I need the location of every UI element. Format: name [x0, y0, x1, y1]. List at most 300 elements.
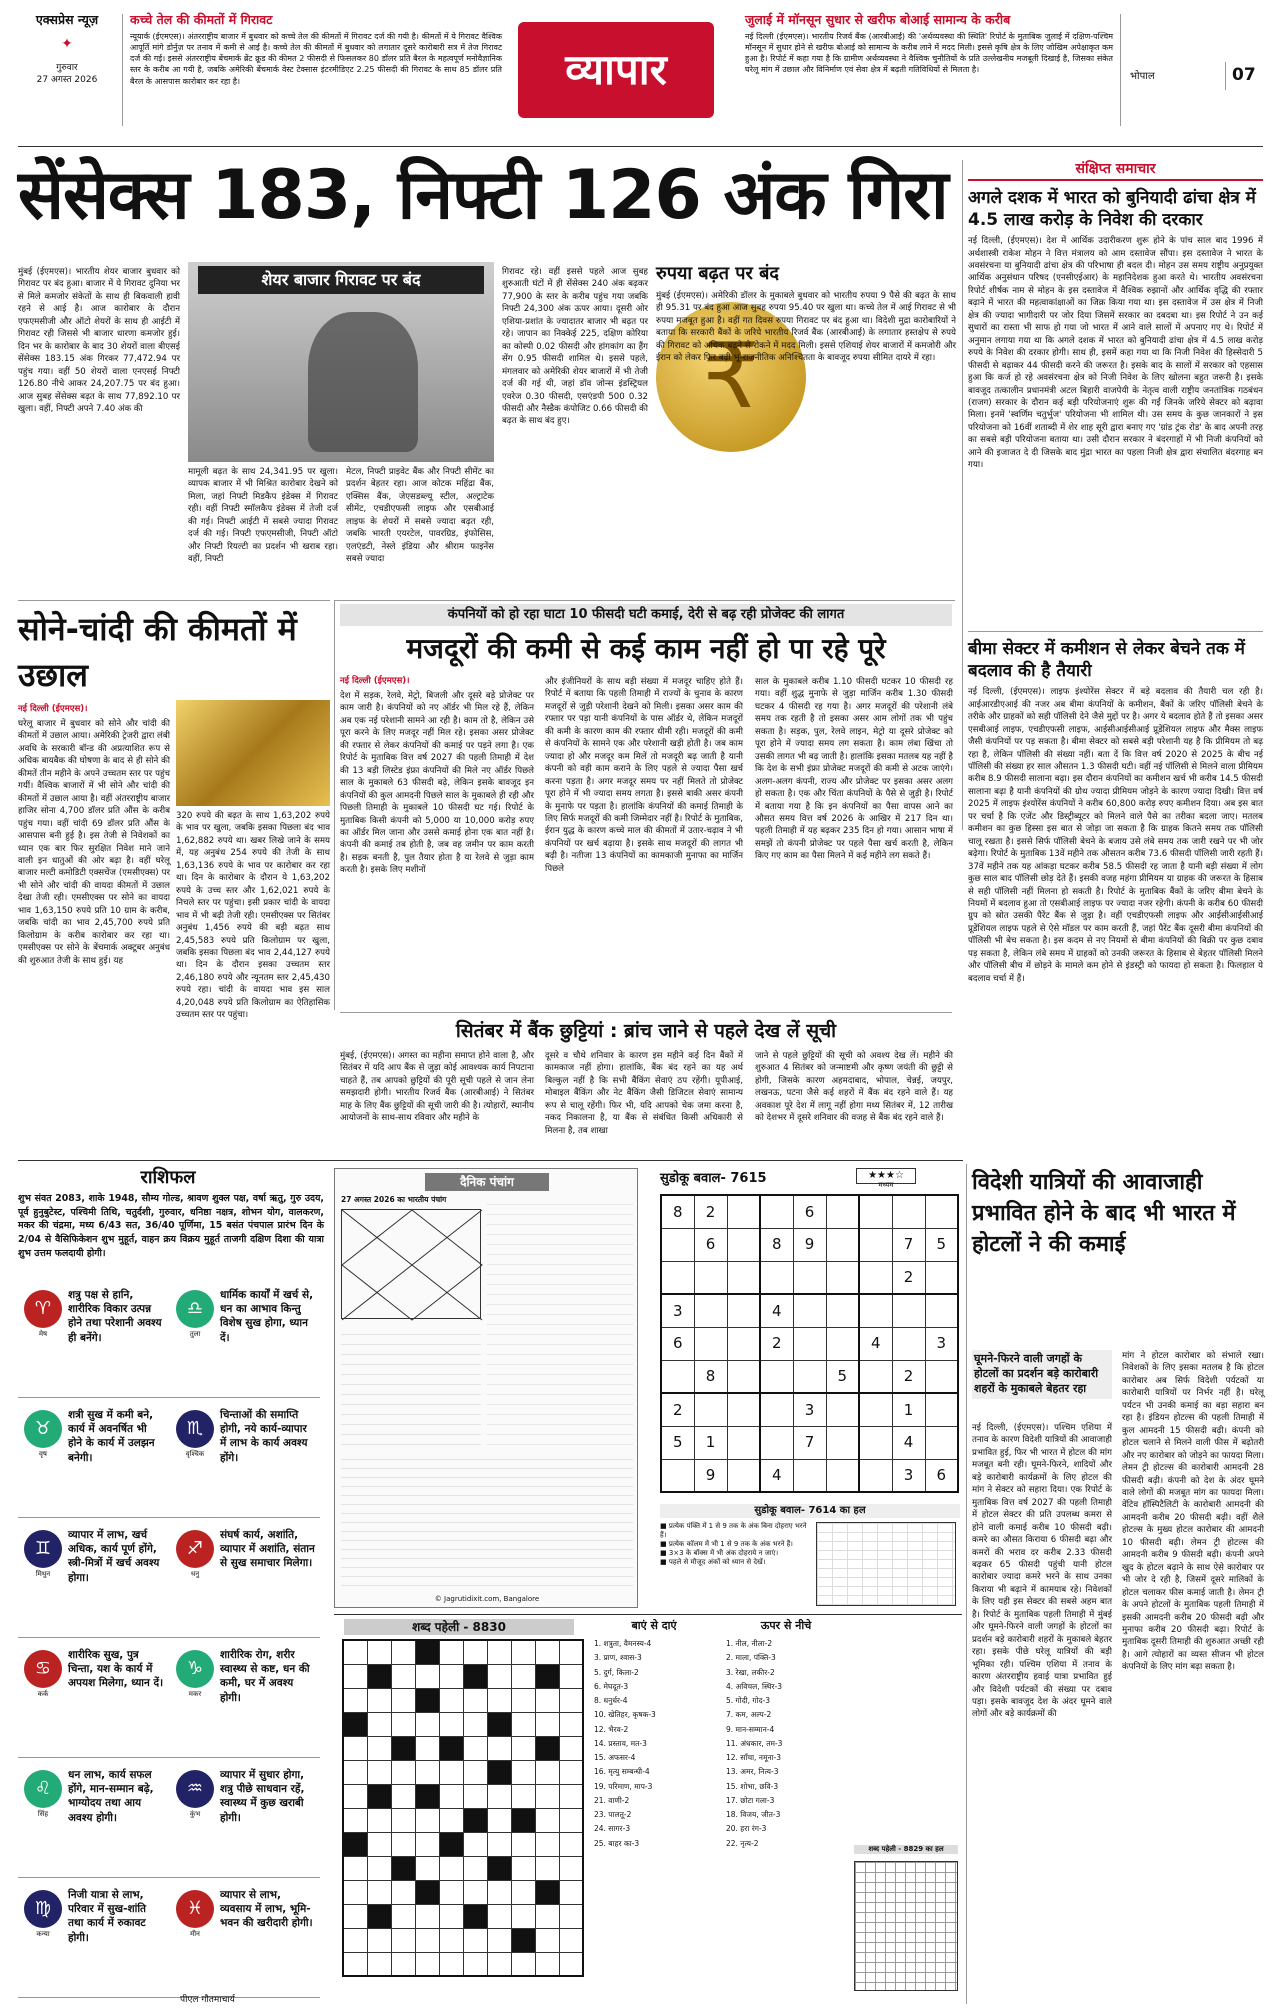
- page-number: 07: [1232, 65, 1256, 85]
- crossword-cell: [391, 1928, 415, 1952]
- crossword-cell: [559, 1856, 583, 1880]
- sudoku-cell: [859, 1228, 892, 1261]
- sudoku-cell: [859, 1426, 892, 1459]
- crossword-cell: [535, 1952, 559, 1976]
- brand-block: [18, 12, 116, 122]
- story1-body: नई दिल्ली, (ईएमएस)। देश में आर्थिक उदारीकरण शुरू होने के पांच साल बाद 1996 में अर्थशास्त्री राकेश मोहन ने वित्त मंत्रालय को आम दस्तावेज सौंपा। इस दस्तावेज ने भारत के अवसंरचना या बुनियादी ढांचा क्षेत्र की परिभाषा ही बदल दी। मोहन उस समय राष्ट्रीय अनुप्रयुक्त आर्थिक अनुसंधान परिषद (एनसीएईआर) के महानिदेशक हुआ करते थे। भारतीय अवसंरचना रिपोर्ट शीर्षक नाम से मोहन के इस दस्तावेज में वैश्विक रुझानों और आर्थिक वृद्धि की रफ्तार बढ़ाने में भारत की महत्वाकांक्षाओं का जिक्र किया गया था। इस दस्तावेज में उस क्षेत्र में निजी क्षेत्र की ज्यादा भागीदारी पर जोर दिया जिसमें सरकार का दबदबा था। इस रिपोर्ट ने उन कई सुधारों का रास्ता भी साफ हो गया जो भारत में आने वाले सालों में अपनाए गए थे। रिपोर्ट में अनुमान लगाया गया था कि अगले दशक में भारत को बुनियादी ढांचा क्षेत्र में 4.5 लाख करोड़ रुपये के निवेश की दरकार होगी। साथ ही, इसमें कहा गया था कि निजी निवेश की हिस्सेदारी 5 फीसदी से बढ़ाकर 44 फीसदी करने की जरूरत है। इसके बाद के सालों में सरकार को एहसास हुआ कि कर्ज हो रहे अवसंरचना क्षेत्र को निजी निवेश के लिए खोलना बहुत जरूरी है। इसके बावजूद तत्कालीन प्रधानमंत्री अटल बिहारी वाजपेयी के नेतृत्व वाली राष्ट्रीय जनतांत्रिक गठबंधन (राजग) सरकार के दौरान कई बड़ी परियोजनाएं शुरू की गईं जिनके जरिये सेक्टर को बढ़ावा मिला। इनमें 'स्वर्णिम चतुर्भुज' परियोजना भी शामिल थी। उस समय के कुछ जानकारों ने इस परियोजना को 16वीं शताब्दी में शेर शाह सूरी द्वारा बनाए गए 'ग्रांड ट्रंक रोड' के बाद अपनी तरह का सबसे बड़ी परियोजना बताया था। उसी दौरान सरकार ने बंदरगाहों में भी निजी कंपनियों को आने की इजाजत दे दी जिसके बाद मुंद्रा भारत का पहला निजी क्षेत्र द्वारा संचालित बंदरगाह बन गया।: [968, 236, 1263, 471]
- masthead: [0, 0, 1279, 148]
- crossword-cell: [439, 1808, 463, 1832]
- crossword-cell: [511, 1904, 535, 1928]
- section-logo: [518, 22, 714, 118]
- sudoku-cell: 3: [892, 1459, 925, 1492]
- crossword-cell: [511, 1856, 535, 1880]
- crossword-cell: [391, 1832, 415, 1856]
- crossword-cell: [487, 1808, 511, 1832]
- crossword-cell: [415, 1712, 439, 1736]
- down-title: ऊपर से नीचे: [760, 1619, 812, 1632]
- crossword-cell: [463, 1952, 487, 1976]
- crossword-cell: [343, 1784, 367, 1808]
- crossword-cell: [391, 1880, 415, 1904]
- sudoku-cell: 8: [694, 1360, 727, 1393]
- hotel-headline: विदेशी यात्रियों की आवाजाही प्रभावित होने के बाद भी भारत में होटलों ने की कमाई: [972, 1170, 1236, 1257]
- down-clue: 2. माला, पंक्ति-3: [726, 1653, 776, 1663]
- sudoku-cell: 2: [661, 1393, 694, 1426]
- sudoku-cell: [925, 1294, 958, 1327]
- sudoku-cell: [892, 1294, 925, 1327]
- zodiac-icon: ♎: [176, 1290, 214, 1328]
- crossword-cell: [487, 1952, 511, 1976]
- sudoku-solution-title: सुडोकू बवाल- 7614 का हल: [660, 1504, 960, 1518]
- rashi-text: व्यापार में सुधार होगा, शत्रु पीछे साधवान रहें, स्वास्थ्य में कुछ खराबी होगी।: [220, 1769, 305, 1824]
- crossword-cell: [487, 1856, 511, 1880]
- rashi-cell: [18, 1886, 166, 1996]
- across-clue: 5. दुर्ग, किला-2: [594, 1667, 639, 1677]
- crossword-cell: [367, 1688, 391, 1712]
- crossword-cell: [487, 1880, 511, 1904]
- sudoku-cell: 6: [793, 1195, 826, 1228]
- crossword-cell: [415, 1664, 439, 1688]
- sudoku-stars: ★★★☆: [856, 1168, 916, 1184]
- crossword-cell: [463, 1760, 487, 1784]
- sudoku-cell: 5: [826, 1360, 859, 1393]
- across-clue: 19. परिमाण, माप-3: [594, 1781, 653, 1791]
- crossword-cell: [463, 1856, 487, 1880]
- crossword-cell: [367, 1760, 391, 1784]
- top-right-brief: [745, 12, 1113, 127]
- mid-dateline: नई दिल्ली (ईएमएस)।: [340, 676, 410, 686]
- crossword-cell: [463, 1928, 487, 1952]
- sudoku-cell: [859, 1360, 892, 1393]
- crossword-cell: [463, 1736, 487, 1760]
- rashi-name: सिंह: [37, 1810, 49, 1818]
- rashi-cell: [170, 1766, 318, 1876]
- rashi-text: व्यापार में लाभ, खर्च अधिक, कार्य पूर्ण होंगे, स्त्री-मित्रों में खर्च अवश्य होगा।: [68, 1529, 160, 1584]
- sudoku-cell: [661, 1360, 694, 1393]
- sudoku-cell: 6: [694, 1228, 727, 1261]
- crossword-cell: [559, 1712, 583, 1736]
- crossword-cell: [415, 1736, 439, 1760]
- crossword-cell: [439, 1760, 463, 1784]
- mid-kicker: कंपनियों को हो रहा घाटा 10 फीसदी घटी कमाई, देरी से बढ़ रही प्रोजेक्ट की लागत: [340, 604, 952, 626]
- rashi-cell: [170, 1886, 318, 1996]
- sudoku-cell: [727, 1393, 760, 1426]
- rashi-cell: [18, 1646, 166, 1756]
- sudoku-cell: [925, 1195, 958, 1228]
- crossword-cell: [535, 1880, 559, 1904]
- panchang-panel: [334, 1168, 638, 1608]
- sudoku-cell: [793, 1459, 826, 1492]
- horoscope-chart: [341, 1209, 481, 1319]
- rashi-text: निजी यात्रा से लाभ, परिवार में सुख-शांति तथा कार्य में रुकावट होगी।: [68, 1889, 147, 1944]
- across-clue: 21. वाणी-2: [594, 1795, 630, 1805]
- sudoku-cell: 3: [793, 1393, 826, 1426]
- crossword-cell: [439, 1640, 463, 1664]
- crossword-cell: [535, 1928, 559, 1952]
- lead-photo: [188, 262, 494, 462]
- sudoku-cell: 2: [892, 1360, 925, 1393]
- crossword-cell: [391, 1904, 415, 1928]
- crossword-cell: [367, 1640, 391, 1664]
- crossword-cell: [535, 1904, 559, 1928]
- sudoku-cell: 2: [892, 1261, 925, 1294]
- crossword-cell: [343, 1904, 367, 1928]
- brand-date: 27 अगस्त 2026: [36, 74, 98, 85]
- sudoku-cell: [760, 1426, 793, 1459]
- sudoku-cell: [826, 1228, 859, 1261]
- crossword-cell: [439, 1952, 463, 1976]
- sudoku-solution-grid: [816, 1522, 956, 1606]
- sudoku-cell: [925, 1360, 958, 1393]
- crossword-solution-grid: [854, 1861, 958, 1991]
- bull-silhouette: [308, 312, 418, 452]
- panchang-grid: [341, 1325, 481, 1445]
- rupee-symbol: ₹: [702, 324, 760, 429]
- rashi-cell: [170, 1526, 318, 1636]
- bank-col-3: जाने से पहले छुट्टियों की सूची को अवश्य देख लें। महीने की शुरुआत 4 सितंबर को जन्माष्टमी और कृष्ण जयंती की छुट्टी से होगी, जिसके कारण अहमदाबाद, भोपाल, चेन्नई, जयपुर, लखनऊ, पटना जैसे कई शहरों में बैंक बंद रहने वाले हैं। यह अवकाश पूरे देश में लागू नहीं होगा मध्य सितंबर में, 12 तारीख को देशभर में दूसरे शनिवार की वजह से बैंक बंद रहने वाले हैं।: [755, 1051, 953, 1124]
- sudoku-cell: [925, 1393, 958, 1426]
- crossword-cell: [535, 1856, 559, 1880]
- rashi-row: [18, 1880, 320, 1998]
- sudoku-level: मध्यम: [878, 1181, 894, 1189]
- edition-city: भोपाल: [1130, 71, 1155, 82]
- sudoku-cell: 7: [892, 1228, 925, 1261]
- hotel-story: [972, 1168, 1264, 2004]
- crossword-cell: [439, 1904, 463, 1928]
- rashi-cell: [170, 1286, 318, 1396]
- down-clue: 15. शोभा, छवि-3: [726, 1781, 779, 1791]
- crossword-cell: [559, 1952, 583, 1976]
- sudoku-cell: 8: [661, 1195, 694, 1228]
- sudoku-cell: 5: [661, 1426, 694, 1459]
- crossword-cell: [391, 1952, 415, 1976]
- mid-col-2: और इंजीनियरों के साथ बड़ी संख्या में मजदूर चाहिए होते हैं। रिपोर्ट में बताया कि पहली तिमाही में राज्यों के चुनाव के कारण मजदूरों से जुड़ी परेशानी देखने को मिली। इसका असर काम की रफ्तार पर पड़ा यानी कंपनियों के पास ऑर्डर थे, लेकिन मजदूरों की कमी के कारण काम की रफ्तार धीमी रही। मजदूरों की कमी से कंपनियों के सामने एक और परेशानी खड़ी होती है। जब काम ज्यादा हो और मजदूर कम मिलें तो मजदूरी बढ़ जाती है यानी कंपनी को वही काम कराने के लिए पहले से ज्यादा पैसा खर्च करना पड़ता है। अगर मजदूर समय पर नहीं मिलते तो प्रोजेक्ट पूरा होने में भी ज्यादा समय लगता है। इससे बाकी असर कंपनी के मुनाफे पर पड़ता है। हालांकि कंपनियों की कमाई तिमाही के लिए सिर्फ मजदूरों की कमी जिम्मेदार नहीं है। रिपोर्ट के मुताबिक, ईरान युद्ध के कारण कच्चे माल की कीमतों में उतार-चढ़ाव ने भी कंपनियों पर खर्च बढ़ाया है। इसके साथ मजदूरों की लागत भी बढ़ी है। नतीजा 13 कंपनियों का कामकाजी मुनाफा का मार्जिन पिछले: [545, 677, 743, 874]
- sudoku-cell: [760, 1360, 793, 1393]
- rashi-name: मीन: [190, 1930, 200, 1938]
- rashi-name: मकर: [188, 1690, 202, 1698]
- crossword-cell: [463, 1808, 487, 1832]
- crossword-cell: [559, 1832, 583, 1856]
- across-clue: 25. बाहर का-3: [594, 1838, 640, 1848]
- sudoku-cell: [859, 1294, 892, 1327]
- across-clue: 8. धनुर्धर-4: [594, 1696, 628, 1705]
- crossword-cell: [415, 1688, 439, 1712]
- crossword-cell: [535, 1760, 559, 1784]
- crossword-cell: [559, 1784, 583, 1808]
- rashifal-intro: शुभ संवत 2083, शाके 1948, सौम्य गोल्ड, श्रावण शुक्ल पक्ष, वर्षा ऋतु, गुरु उदय, पूर्व हुनुबुटेस्ट, पश्चिमी तिथि, चतुर्दशी, गुरुवार, धनिष्ठा नक्षत्र, शोभन योग, वालकरण, मकर की चंद्रमा, मध्य 6/43 सत, 36/40 पूर्णिमा, 15 बसंत पंचपाल प्रारंभ दिन के 2/04 से वैसिफिकेशन शुभ मुहूर्त, वाहन क्रय विक्रय मुहूर्त ताजगी दक्षिण दिशा की यात्रा शुभ उत्तम फलदायी होगी।: [18, 1193, 324, 1259]
- zodiac-icon: ♓: [176, 1890, 214, 1928]
- sudoku-cell: 4: [892, 1426, 925, 1459]
- crossword-cell: [487, 1784, 511, 1808]
- sudoku-cell: [694, 1261, 727, 1294]
- across-clue: 24. सागर-3: [594, 1824, 631, 1834]
- sudoku-cell: [694, 1393, 727, 1426]
- down-clue: 20. हरा रंग-3: [726, 1824, 767, 1834]
- crossword-title: शब्द पहेली - 8830: [344, 1619, 574, 1635]
- sudoku-cell: [826, 1327, 859, 1360]
- hotel-col-2: मांग ने होटल कारोबार को संभाले रखा। निवेशकों के लिए इसका मतलब है कि होटल कारोबार अब सिर्फ विदेशी पर्यटकों या कारोबारी यात्रियों पर निर्भर नहीं है। घरेलू पर्यटन भी उनकी कमाई का बड़ा सहारा बन रहा है। इंडियन होटल्स की पहली तिमाही में कुल आमदनी 15 फीसदी बढ़ी। कंपनी को होटल चलाने से मिलने वाली फीस में बढ़ोतरी और नए कारोबार को जोड़ने का फायदा मिला। लेमन ट्री होटल्स की कारोबारी आमदनी 28 फीसदी बढ़ी। कंपनी को देश के अंदर घूमने वाले लोगों की मजबूत मांग का फायदा मिला। वेंटिव हॉस्पिटैलिटी के कारोबारी आमदनी की आमदनी करीब 20 फीसदी बढ़ी। वहीं शैले होटल्स के मुख्य होटल कारोबार की आमदनी 10 फीसदी बढ़ी। लेमन ट्री होटल्स की आमदनी करीब 9 फीसदी बढ़ी। कंपनी अपने खुद के होटल बढ़ाने के साथ ऐसे कारोबार पर भी जोर दे रही है, जिसमें दूसरे मालिकों के होटल चलाकर फीस कमाई जाती है। लेमन ट्री के अपने होटलों के मुताबिक पहली तिमाही में इसकी आमदनी करीब 20 फीसदी बढ़ी और मुनाफा करीब 20 फीसदी बढ़ा। रिपोर्ट के मुताबिक दूसरी तिमाही की शुरुआत अच्छी रही है। आगे त्योहारों का व्यस्त सीजन भी होटल कंपनियों के लिए मांग बढ़ा सकता है।: [1122, 1351, 1264, 1673]
- across-clue: 15. अफसर-4: [594, 1753, 636, 1762]
- crossword-cell: [439, 1856, 463, 1880]
- zodiac-icon: ♉: [24, 1410, 62, 1448]
- sudoku-cell: 6: [925, 1459, 958, 1492]
- crossword-cell: [463, 1880, 487, 1904]
- rashi-cell: [18, 1766, 166, 1876]
- gold-photo: [176, 700, 330, 806]
- down-clue: 17. छोटा गला-3: [726, 1795, 775, 1805]
- across-clue: 14. प्रस्ताव, मत-3: [594, 1738, 647, 1748]
- sudoku-cell: [694, 1294, 727, 1327]
- crossword-solution-title: शब्द पहेली - 8829 का हल: [854, 1845, 958, 1854]
- brand-day: गुरुवार: [56, 62, 78, 73]
- crossword-cell: [463, 1712, 487, 1736]
- rashi-text: धार्मिक कार्यों में खर्च से, धन का आभाव किन्तु विशेष सुख होगा, ध्यान दें।: [220, 1289, 314, 1344]
- crossword-cell: [343, 1808, 367, 1832]
- down-clue: 18. विजय, जीत-3: [726, 1810, 781, 1819]
- crossword-cell: [367, 1784, 391, 1808]
- rashi-row: [18, 1520, 320, 1638]
- sudoku-cell: 4: [760, 1294, 793, 1327]
- sudoku-cell: [826, 1261, 859, 1294]
- sudoku-cell: 4: [859, 1327, 892, 1360]
- crossword-cell: [439, 1736, 463, 1760]
- sudoku-cell: 9: [694, 1459, 727, 1492]
- sudoku-cell: 2: [760, 1327, 793, 1360]
- crossword-cell: [415, 1640, 439, 1664]
- sudoku-cell: 8: [760, 1228, 793, 1261]
- crossword-cell: [535, 1784, 559, 1808]
- zodiac-icon: ♋: [24, 1650, 62, 1688]
- crossword-cell: [343, 1688, 367, 1712]
- crossword-cell: [511, 1880, 535, 1904]
- rashi-row: [18, 1400, 320, 1518]
- bank-col-2: दूसरे व चौथे शनिवार के कारण इस महीने कई दिन बैंकों में कामकाज नहीं होगा। हालांकि, बैंक बंद रहने का यह अर्थ बिल्कुल नहीं है कि सभी बैंकिंग सेवाएं ठप रहेंगी। यूपीआई, मोबाइल बैंकिंग और नेट बैंकिंग जैसी डिजिटल सेवाएं सामान्य रूप से चालू रहेंगी। फिर भी, यदि आपको चेक जमा करना है, नकद निकालना है, या बैंक से संबंधित किसी अधिकारी से मिलना है, तब शाखा: [545, 1051, 743, 1136]
- rashi-text: शारीरिक सुख, पुत्र चिन्ता, यश के कार्य में अपयश मिलेगा, ध्यान दें।: [68, 1649, 164, 1690]
- across-title: बाएं से दाएं: [631, 1619, 677, 1632]
- sudoku-cell: [727, 1327, 760, 1360]
- crossword-cell: [559, 1664, 583, 1688]
- sudoku-cell: [892, 1195, 925, 1228]
- crossword-cell: [367, 1712, 391, 1736]
- section-name: व्यापार: [565, 45, 667, 94]
- crossword-cell: [511, 1784, 535, 1808]
- rupee-box: [656, 262, 956, 596]
- panchang-title: दैनिक पंचांग: [425, 1173, 549, 1191]
- sudoku-tip: ■ प्रत्येक पंक्ति में 1 से 9 तक के अंक बिना दोहराए भरने हैं।: [660, 1522, 807, 1540]
- crossword-cell: [343, 1712, 367, 1736]
- sudoku-cell: [727, 1294, 760, 1327]
- sudoku-title: सुडोकू बवाल- 7615: [660, 1171, 767, 1186]
- crossword-cell: [367, 1904, 391, 1928]
- briefs-kicker: संक्षिप्त समाचार: [968, 160, 1263, 181]
- sudoku-cell: [727, 1360, 760, 1393]
- crossword-cell: [487, 1688, 511, 1712]
- sudoku-cell: [760, 1393, 793, 1426]
- down-clue: 7. कम, अल्प-2: [726, 1710, 772, 1720]
- crossword-cell: [487, 1760, 511, 1784]
- sudoku-cell: [661, 1228, 694, 1261]
- sudoku-cell: [694, 1327, 727, 1360]
- crossword-cell: [535, 1712, 559, 1736]
- lead-col-2: मामूली बढ़त के साथ 24,341.95 पर खुला। व्यापक बाजार में भी मिश्रित कारोबार देखने को मिला, जहां निफ्टी मिडकैप इंडेक्स में गिरावट रही। वहीं निफ्टी स्मॉलकैप इंडेक्स में तेजी दर्ज की गई। निफ्टी आईटी में सबसे ज्यादा गिरावट दर्ज की गई। निफ्टी एफएमसीजी, निफ्टी ऑटो और निफ्टी रियल्टी का प्रदर्शन भी खराब रहा। वहीं, निफ्टी: [188, 467, 338, 565]
- crossword-cell: [439, 1832, 463, 1856]
- crossword-cell: [343, 1832, 367, 1856]
- crossword-cell: [487, 1736, 511, 1760]
- crossword-cell: [391, 1640, 415, 1664]
- sudoku-cell: 5: [925, 1228, 958, 1261]
- crossword-grid: [342, 1639, 584, 1977]
- sudoku-tips: [660, 1522, 810, 1608]
- zodiac-icon: ♐: [176, 1530, 214, 1568]
- sudoku-cell: [760, 1261, 793, 1294]
- rashi-cell: [18, 1526, 166, 1636]
- rashi-text: धन लाभ, कार्य सफल होंगे, मान-सम्मान बढ़े, भाग्योदय तथा आय अवश्य होगी।: [68, 1769, 154, 1824]
- sudoku-cell: [859, 1195, 892, 1228]
- crossword-panel: [334, 1614, 962, 2004]
- rashi-text: शारीरिक रोग, शरीर स्वास्थ्य से कष्ट, धन की कमी, घर में अवश्य होगी।: [220, 1649, 310, 1704]
- crossword-cell: [511, 1736, 535, 1760]
- down-clues: [726, 1637, 846, 1937]
- rashi-text: व्यापार से लाभ, व्यवसाय में लाभ, भूमि-भवन की खरीदारी होगी।: [220, 1889, 313, 1930]
- crossword-cell: [487, 1640, 511, 1664]
- zodiac-icon: ♌: [24, 1770, 62, 1808]
- crossword-cell: [367, 1952, 391, 1976]
- crossword-cell: [343, 1640, 367, 1664]
- crossword-cell: [367, 1808, 391, 1832]
- sudoku-cell: [727, 1261, 760, 1294]
- crossword-cell: [487, 1928, 511, 1952]
- crossword-cell: [511, 1712, 535, 1736]
- crossword-cell: [535, 1808, 559, 1832]
- crossword-cell: [535, 1688, 559, 1712]
- crossword-cell: [439, 1664, 463, 1688]
- crossword-cell: [559, 1760, 583, 1784]
- mid-col-1: देश में सड़क, रेलवे, मेट्रो, बिजली और दूसरे बड़े प्रोजेक्ट पर काम जारी है। कंपनियों को नए ऑर्डर भी मिल रहे हैं, लेकिन अब एक नई परेशानी सामने आ रही है। काम तो है, लेकिन उसे पूरा करने के लिए मजदूर नहीं मिल रहे। इसका असर प्रोजेक्ट की रफ्तार से लेकर कंपनियों की कमाई पर पड़ने लगा है। एक रिपोर्ट के मुताबिक वित्त वर्ष 2027 की पहली तिमाही में देश की 13 बड़ी लिस्टेड इंफ्रा कंपनियों की मिले नए ऑर्डर पिछले साल के मुकाबले 63 फीसदी बढ़े, लेकिन इसके बावजूद इन कंपनियों की कुल आमदनी पिछले साल के मुकाबले ही रही और पिछली तिमाही के मुकाबले 10 फीसदी घट गई। रिपोर्ट के मुताबिक किसी कंपनी को 5,000 या 10,000 करोड़ रुपए का ऑर्डर मिल जाना और उससे कमाई होना एक बात नहीं है। कंपनी की कमाई तब होती है, जब वह जमीन पर काम करती है। सड़क बनती है, पुल तैयार होता है या रेलवे से जुड़ा काम करती है। इसके लिए मशीनों: [340, 691, 534, 876]
- crossword-cell: [487, 1832, 511, 1856]
- crossword-cell: [343, 1664, 367, 1688]
- down-clue: 5. गोदी, गोद-3: [726, 1696, 771, 1705]
- brand-name: एक्सप्रेस न्यूज़: [35, 12, 99, 27]
- bank-col-1: मुंबई, (ईएमएस)। अगस्त का महीना समाप्त होने वाला है, और सितंबर में यदि आप बैंक से जुड़ा कोई आवश्यक कार्य निपटाना चाहते हैं, तब आपको छुट्टियों की पूरी सूची पहले से जान लेना समझदारी होगी। भारतीय रिजर्व बैंक (आरबीआई) ने सितंबर माह के लिए बैंक छुट्टियों की सूची जारी की है। त्योहारों, स्थानीय आयोजनों के साथ-साथ रविवार और महीने के: [340, 1051, 534, 1124]
- rashi-row: [18, 1760, 320, 1878]
- crossword-cell: [559, 1688, 583, 1712]
- crossword-cell: [559, 1904, 583, 1928]
- crossword-cell: [511, 1808, 535, 1832]
- sudoku-cell: [793, 1294, 826, 1327]
- sudoku-cell: 4: [760, 1459, 793, 1492]
- rashi-cell: [18, 1286, 166, 1396]
- sudoku-cell: [727, 1426, 760, 1459]
- crossword-cell: [415, 1904, 439, 1928]
- rupee-body: मुंबई (ईएमएस)। अमेरिकी डॉलर के मुकाबले बुधवार को भारतीय रुपया 9 पैसे की बढ़त के साथ ही 95.31 पर बंद हुआ आज सुबह रुपया 95.40 पर खुला था। कच्चे तेल में आई गिरावट से भी रुपया मजबूत हुआ है। वहीं गत दिवस रुपया गिरावट पर बंद हुआ था। विदेशी मुद्रा कारोबारियों ने बताया कि सरकारी बैंकों के जरिये भारतीय रिजर्व बैंक (आरबीआई) के लगातार हस्तक्षेप से रुपये की गिरावट को अधिक बढ़ने से रोकने में मदद मिली। इससे एशियाई शेयर बाजारों में कमजोरी और ईरान को लेकर फिर बढ़ी भू-राजनीतिक अनिश्चितता के बावजूद रुपया सीमित दायरे में रहा।: [656, 291, 956, 364]
- crossword-cell: [511, 1640, 535, 1664]
- crossword-cell: [559, 1736, 583, 1760]
- crossword-cell: [415, 1760, 439, 1784]
- across-clue: 1. शत्रुता, वैमनस्य-4: [594, 1639, 652, 1648]
- crossword-cell: [463, 1904, 487, 1928]
- mid-headline: मजदूरों की कमी से कई काम नहीं हो पा रहे पूरे: [406, 632, 886, 665]
- crossword-cell: [487, 1712, 511, 1736]
- lead-col-1: मुंबई (ईएमएस)। भारतीय शेयर बाजार बुधवार को गिरावट पर बंद हुआ। बाजार में ये गिरावट दुनिया भर से मिले कमजोर संकेतों के साथ ही बिकवाली हावी रहने से आई है। आज कारोबार के दौरान एफएमसीजी और ऑटो शेयरों के साथ ही आईटी में गिरावट रही जिससे भी बाजार धारणा कमजोर हुई। दिन भर के कारोबार के बाद 30 शेयरों वाला बीएसई सेंसेक्स 183.15 अंक गिरकर 77,472.94 पर पहुंच गया। वहीं 50 शेयरों वाला एनएसई निफ्टी 126.80 नीचे आकर 24,207.75 पर बंद हुआ। आज सुबह सेंसेक्स बढ़त के साथ 77,892.10 पर खुला। वहीं, निफ्टी अपने 7.40 अंक की: [18, 267, 180, 414]
- crossword-cell: [535, 1832, 559, 1856]
- crossword-cell: [343, 1952, 367, 1976]
- mid-col-3: साल के मुकाबले करीब 1.10 फीसदी घटकर 10 फीसदी रह गया। वहीं शुद्ध मुनाफे से जुड़ा मार्जिन करीब 1.30 फीसदी घटकर 4 फीसदी रह गया है। अगर मजदूरों की परेशानी लंबे समय तक रहती है तो इसका असर आम लोगों तक भी पहुंच सकता है। सड़क, पुल, रेलवे लाइन, मेट्रो या दूसरे प्रोजेक्ट को पूरा होने में ज्यादा समय लग सकता है। काम लंबा खिंचा तो उसकी लागत भी बढ़ जाती है। हालांकि इसका मतलब यह नहीं है कि देश के सभी इंफ्रा प्रोजेक्ट मजदूरों की कमी से अटक जाएंगे। अलग-अलग कंपनी, राज्य और प्रोजेक्ट पर इसका असर अलग हो सकता है। एक और चिंता कंपनियों के पैसे से जुड़ी है। रिपोर्ट में बताया गया है कि इन कंपनियों का पैसा वापस आने का औसत समय वित्त वर्ष 2026 के आखिर में 217 दिन था। पहली तिमाही में यह बढ़कर 235 दिन हो गया। आसान भाषा में समझें तो कंपनी प्रोजेक्ट पर पहले पैसा खर्च करती है, लेकिन किए गए काम का पैसा मिलने में कई महीने लग सकते हैं।: [755, 677, 953, 862]
- crossword-cell: [367, 1880, 391, 1904]
- crossword-cell: [535, 1640, 559, 1664]
- lead-headline: सेंसेक्स 183, निफ्टी 126 अंक गिरा: [18, 156, 948, 235]
- crossword-cell: [343, 1760, 367, 1784]
- sudoku-cell: [859, 1261, 892, 1294]
- crossword-cell: [343, 1880, 367, 1904]
- across-clues: [594, 1637, 714, 1997]
- rashi-row: [18, 1280, 320, 1398]
- rashi-name: कर्क: [37, 1690, 49, 1698]
- across-clue: 12. भैरव-2: [594, 1724, 629, 1734]
- crossword-cell: [415, 1856, 439, 1880]
- rashifal-byline: पीएल गौतमाचार्य: [180, 1995, 235, 2005]
- sudoku-tip: ■ पहले से मौजूद अंकों को ध्यान से देखें।: [660, 1558, 766, 1567]
- rashi-cell: [170, 1646, 318, 1756]
- rashi-text: शत्रु पक्ष से हानि, शारीरिक विकार उत्पन्न होने तथा परेशानी अवश्य ही बनेंगे।: [68, 1289, 162, 1344]
- panchang-lower: [341, 1451, 633, 1591]
- crossword-cell: [367, 1856, 391, 1880]
- crossword-cell: [391, 1712, 415, 1736]
- sudoku-cell: [826, 1294, 859, 1327]
- brief-title: कच्चे तेल की कीमतों में गिरावट: [130, 12, 273, 27]
- rashi-name: कुंभ: [189, 1810, 201, 1818]
- gold-dateline: नई दिल्ली (ईएमएस)।: [18, 704, 88, 714]
- sudoku-grid: [660, 1194, 959, 1493]
- across-clue: 23. पालतू-2: [594, 1810, 632, 1819]
- sudoku-tip: ■ 3×3 के बॉक्स में भी अंक दोहराये न जाएं।: [660, 1549, 779, 1558]
- sudoku-cell: [661, 1261, 694, 1294]
- rashi-text: शत्री सुख में कमी बने, कार्य में अवनर्षित भी होने के कार्य में उलझन बनेगी।: [68, 1409, 155, 1464]
- panchang-date: 27 अगस्त 2026 का भारतीय पंचांग: [341, 1195, 447, 1204]
- crossword-cell: [367, 1664, 391, 1688]
- crossword-cell: [559, 1808, 583, 1832]
- sudoku-cell: [727, 1195, 760, 1228]
- sudoku-cell: 6: [661, 1327, 694, 1360]
- crossword-cell: [559, 1928, 583, 1952]
- sudoku-cell: [826, 1393, 859, 1426]
- crossword-cell: [391, 1736, 415, 1760]
- crossword-cell: [487, 1904, 511, 1928]
- sudoku-tip: ■ प्रत्येक कॉलम में भी 1 से 9 तक के अंक भरने हैं।: [660, 1540, 793, 1549]
- sudoku-cell: [892, 1327, 925, 1360]
- crossword-cell: [391, 1856, 415, 1880]
- down-clue: 4. अविचल, स्थिर-3: [726, 1681, 783, 1691]
- down-clue: 13. अमर, नित्य-3: [726, 1767, 779, 1777]
- rashi-name: तुला: [189, 1330, 201, 1338]
- sudoku-cell: [661, 1459, 694, 1492]
- across-clue: 10. खेतिहर, कृषक-3: [594, 1710, 656, 1720]
- zodiac-icon: ♍: [24, 1890, 62, 1928]
- story2-body: नई दिल्ली, (ईएमएस)। लाइफ इंश्योरेंस सेक्टर में बड़े बदलाव की तैयारी चल रही है। आईआरडीएआई की नजर अब बीमा कंपनियों के कमीशन, बैंकों के जरिए पॉलिसी बेचने के तरीके और ग्राहकों को सही पॉलिसी देने जैसे मुद्दों पर है। अगर ये बदलाव होते हैं तो इसका असर एसबीआई लाइफ, एचडीएफसी लाइफ, आईसीआईसीआई प्रूडेंशियल लाइफ और मैक्स लाइफ जैसी कंपनियों पर पड़ सकता है। बीमा सेक्टर को सबसे बड़ी परेशानी यह है कि प्रीमियम तो बढ़ रहा है, लेकिन पॉलिसी की संख्या नहीं। बता दें कि वित्त वर्ष 2020 से 2025 के बीच नई पॉलिसी की संख्या हर साल औसतन 1.3 फीसदी घटी। वहीं नई पॉलिसी से मिलने वाला प्रीमियम करीब 8.9 फीसदी सालाना बढ़ा। इस दौरान कंपनियों का कमीशन खर्च भी करीब 14.5 फीसदी सालाना बढ़ा है यानी कंपनियों की ग्रोथ ज्यादा प्रीमियम जोड़ने के कारण ज्यादा दिखी। वित्त वर्ष 2025 में लाइफ इंश्योरेंस कंपनियों ने करीब 60,800 करोड़ रुपए कमीशन दिया। अब इस बात पर चर्चा है कि एजेंट और डिस्ट्रीब्यूटर को मिलने वाले पैसे का तरीका बदला जाए। मतलब कमीशन का कुछ हिस्सा इस बात से जोड़ा जा सकता है कि ग्राहक कितने समय तक पॉलिसी चालू रखता है। इससे सिर्फ पॉलिसी बेचने के बजाय उसे लंबे समय तक जारी रखने पर भी जोर बढ़ेगा। रिपोर्ट के मुताबिक 13वें महीने तक औसतन करीब 73.6 फीसदी पॉलिसी जारी रहती हैं। 37वें महीने तक यह आंकड़ा घटकर करीब 58.5 फीसदी रह जाता है यानी बड़ी संख्या में लोग कुछ साल बाद पॉलिसी छोड़ देते हैं। इसकी वजह महंगा प्रीमियम या ग्राहक की जरूरत के हिसाब से सही पॉलिसी नहीं मिलना हो सकती है। रिपोर्ट के मुताबिक बैंकों के जरिए बीमा बेचने के नियमों में बदलाव हुआ तो एसबीआई लाइफ पर ज्यादा नजर रहेगी। कंपनी के करीब 60 फीसदी ग्रुप को स्रोत उसकी पैरेंट बैंक से जुड़ा है। वहीं एचडीएफसी लाइफ और आईसीआईसीआई प्रूडेंशियल लाइफ पहले से ऐसे मॉडल पर काम करती हैं, जहां पैरेंट बैंक दूसरी बीमा कंपनियों की पॉलिसी भी बेच सकता है। इस कदम से नए नियमों से बीमा कंपनियों की बिक्री पर कुछ दबाव पड़ सकता है, लेकिन लंबे समय में ग्राहकों को उनकी जरूरत के हिसाब से बेहतर पॉलिसी मिलने और पॉलिसी बीच में छोड़ने के मामले कम होने से इंडस्ट्री को फायदा हो सकता है। फिलहाल ये बदलाव चर्चा में हैं।: [968, 687, 1263, 984]
- photo-caption: शेयर बाजार गिरावट पर बंद: [198, 266, 484, 294]
- crossword-cell: [343, 1928, 367, 1952]
- crossword-cell: [535, 1664, 559, 1688]
- panchang-table: [487, 1195, 633, 1445]
- story1-title: अगले दशक में भारत को बुनियादी ढांचा क्षेत्र में 4.5 लाख करोड़ के निवेश की दरकार: [968, 187, 1256, 230]
- crossword-cell: [367, 1928, 391, 1952]
- across-clue: 16. मृत्यु सम्बन्धी-4: [594, 1767, 650, 1777]
- rashi-name: वृष: [39, 1450, 47, 1458]
- brief-title: जुलाई में मॉनसून सुधार से खरीफ बोआई सामान्य के करीब: [745, 12, 1011, 27]
- briefs-column: [968, 160, 1263, 1160]
- rashi-row: [18, 1640, 320, 1758]
- crossword-cell: [511, 1760, 535, 1784]
- crossword-cell: [439, 1784, 463, 1808]
- brief-body: नई दिल्ली (ईएमएस)। भारतीय रिजर्व बैंक (आरबीआई) की 'अर्थव्यवस्था की स्थिति' रिपोर्ट के मुताबिक जुलाई में दक्षिण-पश्चिम मॉनसून में सुधार होने से खरीफ बोआई को सामान्य के करीब लाने में मदद मिली। इससे कृषि क्षेत्र के लिए जोखिम अपेक्षाकृत कम हुआ है। रिपोर्ट में कहा गया है कि ग्रामीण अर्थव्यवस्था ने वैश्विक चुनौतियों के प्रति उल्लेखनीय मजबूती दिखाई है, जिसका संकेत घरेलू मांग में उछाल और विनिर्माण एवं सेवा क्षेत्र में बढ़ती गतिविधियों से मिलता है।: [745, 31, 1113, 75]
